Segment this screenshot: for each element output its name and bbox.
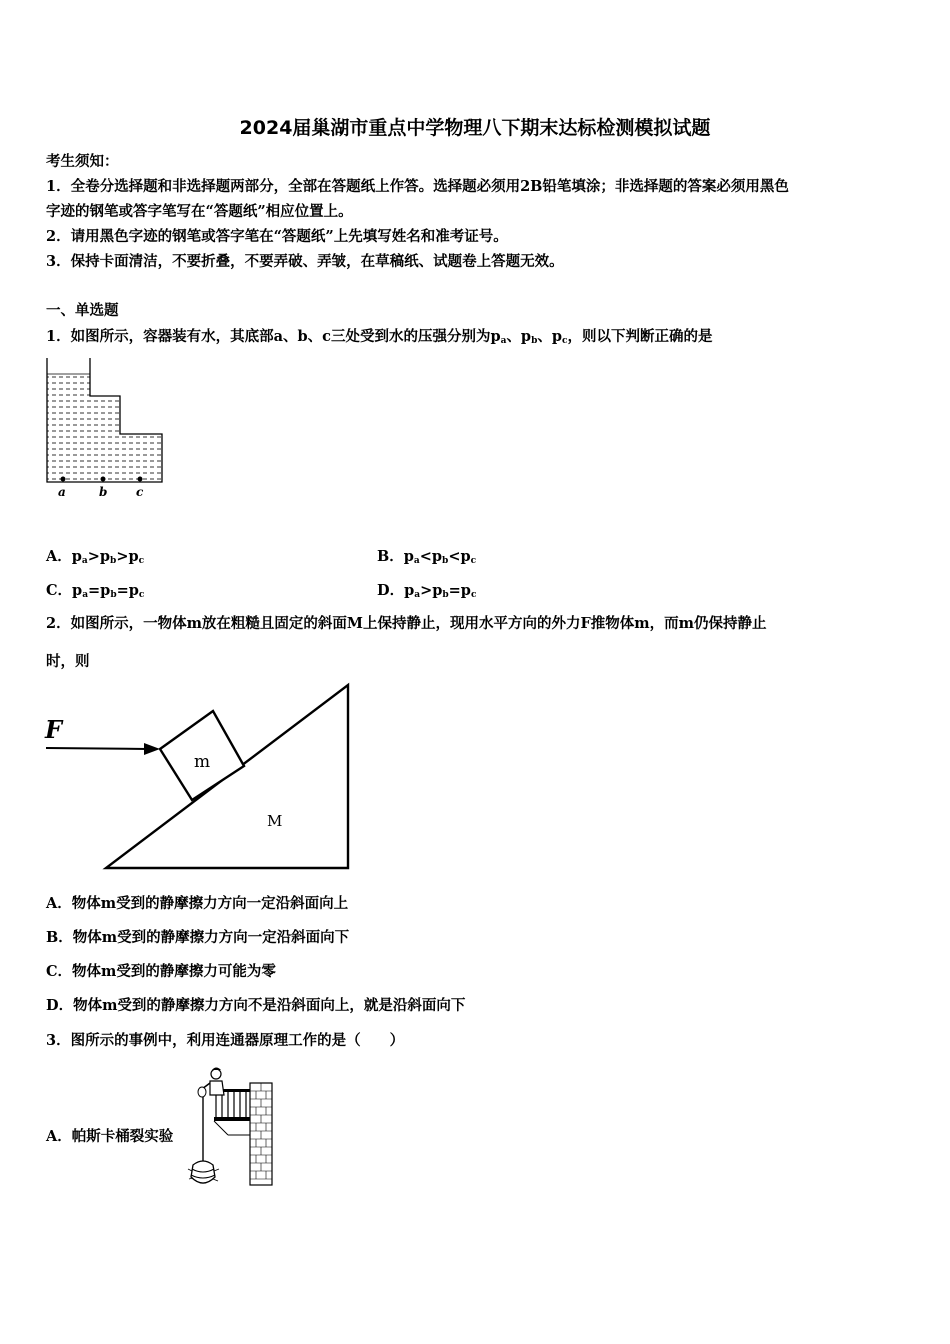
incline-label: M <box>267 812 283 830</box>
q1-option-d[interactable]: D．$p_a>p_b=p_c$ <box>377 582 477 600</box>
page-title: 2024届巢湖市重点中学物理八下期末达标检测模拟试题 <box>239 117 711 139</box>
q2-stem-line2: 时，则 <box>46 653 90 670</box>
q3-stem: 3．图所示的事例中，利用连通器原理工作的是（ ） <box>46 1032 405 1049</box>
point-b-label: b <box>99 485 108 499</box>
notice-item: 字迹的钢笔或答字笔写在“答题纸”相应位置上。 <box>46 203 353 220</box>
q2-option-a[interactable]: A．物体m受到的静摩擦力方向一定沿斜面向上 <box>46 895 349 912</box>
notice-heading: 考生须知： <box>46 153 119 170</box>
q3-option-a[interactable]: A．帕斯卡桶裂实验 <box>46 1128 174 1145</box>
incline-figure <box>44 682 356 874</box>
q2-stem-line1: 2．如图所示，一物体m放在粗糙且固定的斜面M上保持静止，现用水平方向的外力F推物体m，而m仍保持静止 <box>46 615 767 632</box>
block-label: m <box>194 752 211 772</box>
q1-option-b[interactable]: B．$p_a<p_b<p_c$ <box>377 548 477 566</box>
container-figure <box>44 356 166 502</box>
q2-option-d[interactable]: D．物体m受到的静摩擦力方向不是沿斜面向上，就是沿斜面向下 <box>46 997 466 1014</box>
force-label: F <box>45 715 63 744</box>
point-c-label: c <box>136 485 144 499</box>
notice-item: 1．全卷分选择题和非选择题两部分，全部在答题纸上作答。选择题必须用2B铅笔填涂；非选择题的答案必须用黑色 <box>46 178 789 195</box>
q1-option-a[interactable]: A．$p_a>p_b>p_c$ <box>46 548 145 566</box>
notice-item: 2．请用黑色字迹的钢笔或答字笔在“答题纸”上先填写姓名和准考证号。 <box>46 228 508 245</box>
q1-option-c[interactable]: C．$p_a=p_b=p_c$ <box>46 582 145 600</box>
q1-stem: 1．如图所示，容器装有水，其底部a、b、c三处受到水的压强分别为$p_a$、$p_b$、$p_c$，则以下判断正确的是 <box>46 328 713 346</box>
notice-item: 3．保持卡面清洁，不要折叠，不要弄破、弄皱，在草稿纸、试题卷上答题无效。 <box>46 253 564 270</box>
q2-option-c[interactable]: C．物体m受到的静摩擦力可能为零 <box>46 963 276 980</box>
pascal-barrel-figure <box>188 1065 274 1189</box>
q2-option-b[interactable]: B．物体m受到的静摩擦力方向一定沿斜面向下 <box>46 929 350 946</box>
section-heading: 一、单选题 <box>46 302 119 319</box>
point-a-label: a <box>58 485 66 499</box>
